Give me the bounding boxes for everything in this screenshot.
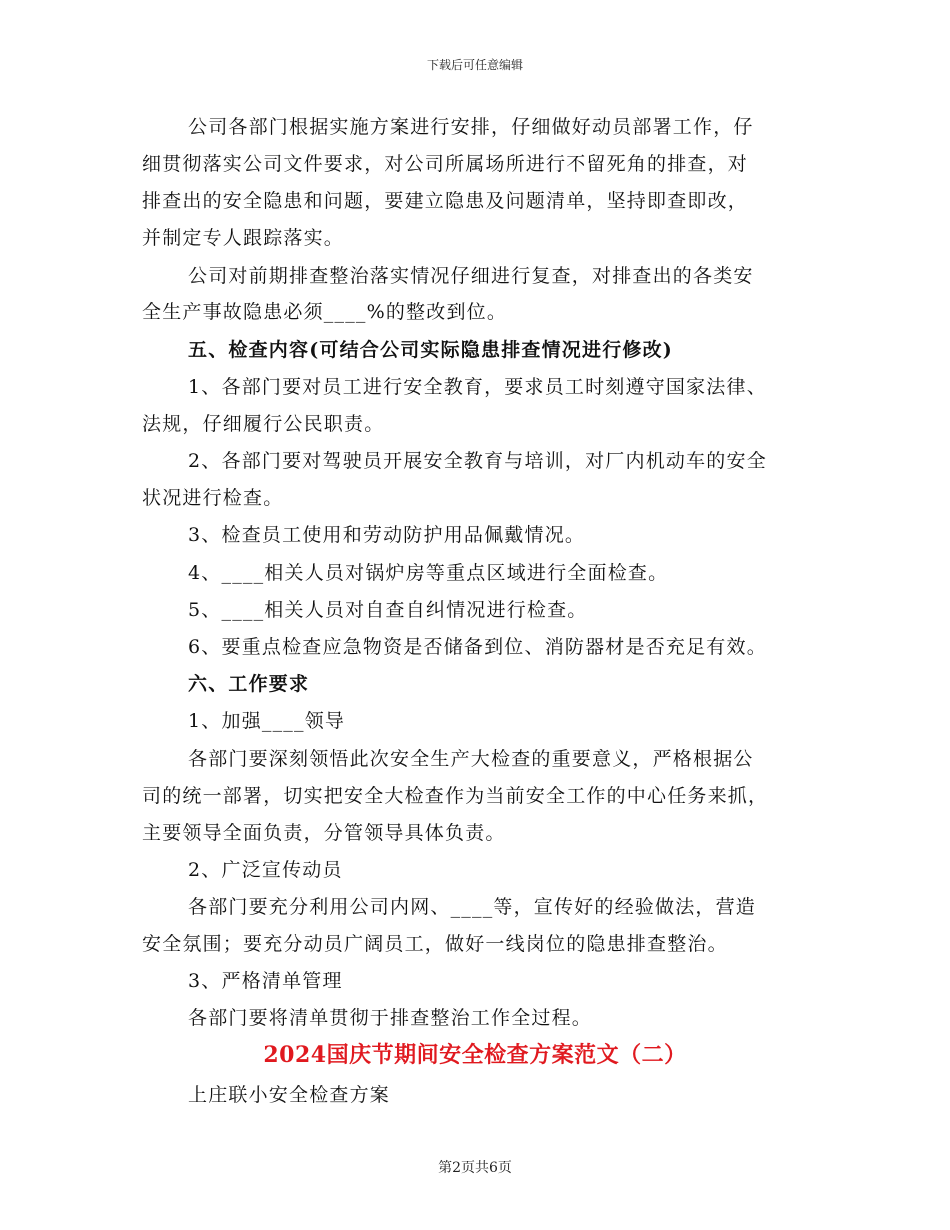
list-item: 4、____相关人员对锅炉房等重点区域进行全面检查。 xyxy=(188,562,669,584)
section-heading-5: 五、检查内容(可结合公司实际隐患排查情况进行修改) xyxy=(188,339,673,361)
paragraph-line: 司的统一部署，切实把安全大检查作为当前安全工作的中心任务来抓， xyxy=(142,785,769,807)
list-item: 6、要重点检查应急物资是否储备到位、消防器材是否充足有效。 xyxy=(188,636,767,658)
list-item: 2、各部门要对驾驶员开展安全教育与培训，对厂内机动车的安全 xyxy=(188,450,767,472)
list-item: 状况进行检查。 xyxy=(142,487,284,509)
section-title: 2024国庆节期间安全检查方案范文（二） xyxy=(263,1042,687,1068)
subheading: 3、严格清单管理 xyxy=(188,970,343,992)
paragraph-line: 安全氛围；要充分动员广阔员工，做好一线岗位的隐患排查整治。 xyxy=(142,933,728,955)
list-item: 3、检查员工使用和劳动防护用品佩戴情况。 xyxy=(188,524,586,546)
paragraph-line: 主要领导全面负责，分管领导具体负责。 xyxy=(142,822,506,844)
paragraph-line: 排查出的安全隐患和问题，要建立隐患及问题清单，坚持即查即改， xyxy=(142,190,749,212)
paragraph-line: 公司各部门根据实施方案进行安排，仔细做好动员部署工作，仔 xyxy=(188,116,754,138)
list-item: 法规，仔细履行公民职责。 xyxy=(142,413,385,435)
list-item: 1、各部门要对员工进行安全教育，要求员工时刻遵守国家法律、 xyxy=(188,376,767,398)
subheading: 1、加强____领导 xyxy=(188,710,346,732)
list-item: 5、____相关人员对自查自纠情况进行检查。 xyxy=(188,599,588,621)
section-heading-6: 六、工作要求 xyxy=(188,673,310,695)
paragraph-line: 公司对前期排查整治落实情况仔细进行复查，对排查出的各类安 xyxy=(188,265,754,287)
document-subtitle: 上庄联小安全检查方案 xyxy=(188,1084,391,1106)
paragraph-line: 各部门要深刻领悟此次安全生产大检查的重要意义，严格根据公 xyxy=(188,748,754,770)
paragraph-line: 各部门要充分利用公司内网、____等，宣传好的经验做法，营造 xyxy=(188,896,757,918)
subheading: 2、广泛宣传动员 xyxy=(188,859,343,881)
page-header: 下载后可任意编辑 xyxy=(426,58,523,72)
paragraph-line: 各部门要将清单贯彻于排查整治工作全过程。 xyxy=(188,1007,593,1029)
paragraph-line: 细贯彻落实公司文件要求，对公司所属场所进行不留死角的排查，对 xyxy=(142,153,749,175)
paragraph-line: 全生产事故隐患必须____%的整改到位。 xyxy=(142,301,508,323)
paragraph-line: 并制定专人跟踪落实。 xyxy=(142,227,345,249)
page-footer: 第2页共6页 xyxy=(438,1160,512,1176)
